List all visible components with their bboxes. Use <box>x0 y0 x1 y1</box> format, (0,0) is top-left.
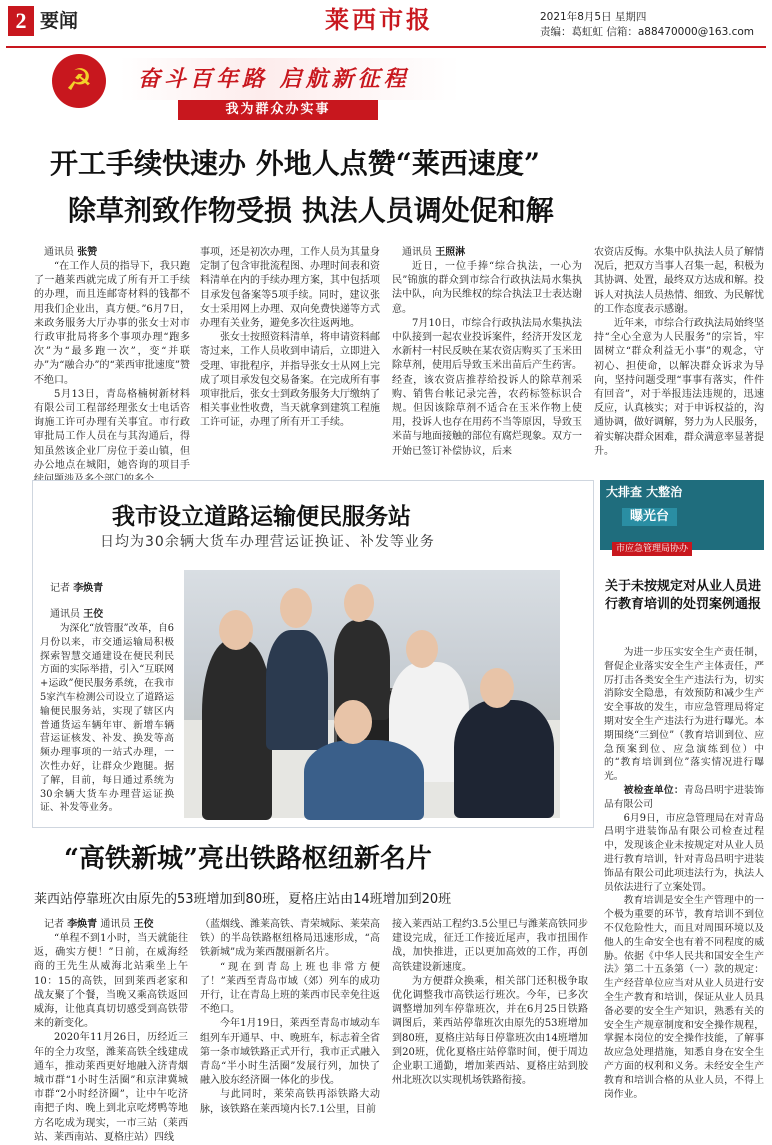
paragraph: “现在到青岛上班也非常方便了！”莱西至青岛市域（郊）列车的成功开行，让在青岛上班的莱西市民幸免往返不绝口。 <box>200 961 380 1016</box>
sidebar-headline: 关于未按规定对从业人员进行教育培训的处罚案例通报 <box>604 579 761 612</box>
inspected-unit-label: 被检查单位： <box>623 784 684 796</box>
byline-prefix: 记者 <box>50 583 70 594</box>
paragraph: 近年来，市综合行政执法局始终坚持“全心全意为人民服务”的宗旨，牢固树立“群众利益无小事”的观念，守初心、担使命，以解决群众诉求为导向，坚持问题受理“事事有落实，件件有回音”，对于举报违法违规的，迅速反应，认真核实；对于申诉权益的，沟通协调，做好调解，努力为人民服务，着实解决群众困难，群众满意率显著提升。 <box>594 318 764 457</box>
banner-subtitle: 我为群众办实事 <box>178 100 378 120</box>
paragraph: 7月10日，市综合行政执法局水集执法中队接到一起农业投诉案件，经济开发区龙水新村一村民反映在某农资店购买了玉米田除草剂，使用后导致玉米出苗后产生药害。经查，该农资店推荐给投诉人的除草剂采购、销售台帐记录完善，农药标签标识合规。但因该除草剂不适合在玉米作物上使用，投诉人也存在用药不当等原因，导致玉米苗与地面接触的部位有腐烂现象。双方一开始已签订补偿协议，后来 <box>392 317 582 457</box>
story3-subheadline: 莱西站停靠班次由原先的53班增加到80班，夏格庄站由14班增加到20班 <box>34 892 452 907</box>
story1-headline-1: 开工手续快速办 外地人点赞“莱西速度” <box>50 147 540 180</box>
byline-name: 王照淋 <box>435 247 466 258</box>
editor-credits: 责编：葛虹虹 信箱：a88470000@163.com <box>540 26 755 38</box>
exposure-title-1: 大排查 大整治 <box>606 485 683 499</box>
byline-name: 王佼 <box>83 609 104 620</box>
paragraph: 事项，还是初次办理，工作人员为其量身定制了包含审批流程图、办理时间表和资料清单在内的手续办理方案，其中包括项目承发包备案等5项手续。同时，建议张女士采用网上办理、双向免费快递等方式办理有关业务，避免多次往返两地。 <box>200 247 380 330</box>
exposure-title-2: 曝光台 <box>622 508 677 526</box>
paragraph <box>604 784 764 812</box>
paragraph: 近日，一位手捧“综合执法，一心为民”锦旗的群众到市综合行政执法局水集执法中队，向为民维权的综合执法卫士表达谢意。 <box>392 261 582 315</box>
paragraph: 与此同时，莱荣高铁再添铁路大动脉，该铁路在莱西境内长7.1公里，目前 <box>200 1089 380 1115</box>
story1-column-1 <box>34 246 190 471</box>
inspected-unit-value: 青岛昌明宇进装饰品有限公司 <box>604 784 764 810</box>
paragraph: 5月13日，青岛格楠树新材料有限公司工程部经理张女士电话咨询施工许可办理有关事宜。市行政审批局工作人员在与其沟通后，得知虽然该企业厂房位于姜山镇，但办公地点在城阳，她咨询的项目手 <box>34 388 190 471</box>
paragraph: 张女士按照资料清单，将申请资料邮寄过来，工作人员收到申请后，立即进入受理、审批程序，并指导张女士从网上完成了项目承发包交易备案。在完成所有事项审批后，张女士到政务服务大厅缴纳了相关事业性收费，当天就拿到建筑工程施工许可证，办理了所有开工手续。 <box>200 332 380 429</box>
paragraph: 6月9日，市应急管理局在对青岛昌明宇进装饰品有限公司检查过程中，发现该企业未按规定对从业人员进行教育培训，针对青岛昌明宇进装饰品有限公司此项违法行为，执法人员依法进行了立案处罚。 <box>604 812 764 893</box>
story1-headline-2: 除草剂致作物受损 执法人员调处促和解 <box>68 194 554 227</box>
byline-prefix: 记者 <box>44 919 64 930</box>
section-title: 要闻 <box>40 10 79 32</box>
paragraph: 为进一步压实安全生产责任制，督促企业落实安全生产主体责任，严厉打击各类安全生产违法行为，切实消除安全隐患，有效预防和减少生产安全事故的发生，市应急管理局将定期对安全生产违法行为进行曝光。本期围绕“三到位”（教育培训到位、应急预案到位、应急演练到位）中的“教育培训到位”落实情况进行曝光。 <box>604 647 764 783</box>
story2-subheadline: 日均为30余辆大货车办理营运证换证、补发等业务 <box>100 534 435 550</box>
story1-column-3 <box>392 246 582 466</box>
paragraph: 农资店反悔。水集中队执法人员了解情况后，把双方当事人召集一起，积极为其协调、处置，最终双方达成和解。投诉人对执法人员热情、细致、为民解忧的工作态度表示感谢。 <box>594 247 764 315</box>
byline-name: 李焕青 <box>73 583 104 594</box>
paragraph: 教育培训是安全生产管理中的一个极为重要的环节，教育培训不到位不仅危险性大，而且对周围环境以及他人的生命安全也有着不同程度的威胁。依据《中华人民共和国安全生产法》第二十五条第（一）款的规定：生产经营单位应当对从业人员进行安全生产教育和培训，保证从业人员具备必要的安全生产知识，熟悉有关的安全生产规章制度和安全操作规程，掌握本岗位的安全操作技能，了解事故应急处理措施，知悉自身在安全生产方面的权利和义务。未经安全生产教育和培训合格的从业人员，不得上岗作业。 <box>604 895 764 1100</box>
story2-text <box>40 608 174 820</box>
byline-prefix: 通讯员 <box>100 919 131 930</box>
byline-name: 李焕青 <box>67 919 98 930</box>
story1-column-4 <box>594 246 764 466</box>
byline-name: 王佼 <box>133 919 154 930</box>
story2-byline <box>40 582 103 596</box>
byline-prefix: 通讯员 <box>402 247 432 258</box>
story3-headline: “高铁新城”亮出铁路枢纽新名片 <box>64 844 432 874</box>
service-station-photo <box>184 570 560 818</box>
paragraph: 为方便群众换乘，相关部门还积极争取优化调整我市高铁运行班次。今年，已多次调整增加列车停靠班次，并在6月25日铁路调图后，莱西站停靠班次由原先的53班增加到80班，夏格庄站每日停靠班次由14班增加到20班，优化夏格庄站停靠时间，便于周边企业职工通勤，增加莱西站、夏格庄站到胶州北班次以实现机场铁路衔接。 <box>392 975 588 1087</box>
banner-slogan: 奋斗百年路 启航新征程 <box>138 66 410 92</box>
byline-prefix: 通讯员 <box>50 609 80 620</box>
paragraph: 2020年11月26日，历经近三年的全力攻坚，潍莱高铁全线建成通车，推动莱西更好地融入济青烟城市群“1小时生活圈”和京津冀城市群“2小时经济圈”，让中午吃济南把子肉、晚上到北京吃烤鸭等地方名吃成为现实，一市三站（莱西站、莱西南站、夏格庄站）四线 <box>34 1032 188 1143</box>
paragraph: “在工作人员的指导下，我只跑了一趟莱西就完成了所有开工手续的办理，而且连邮寄材料的钱都不用我们企业出，真方便。”6月7日，来政务服务大厅办事的张女士对市行政审批局将多个事项办理“跑多次”为“最多跑一次”，变“并联办”为“融合办”的“莱西审批速度”赞不绝口。 <box>34 261 190 386</box>
story2-headline: 我市设立道路运输便民服务站 <box>112 503 411 530</box>
paragraph: （蓝烟线、潍莱高铁、青荣城际、莱荣高铁）的半岛铁路枢纽格局迅速形成，“高铁新城”成为莱西靓丽新名片。 <box>200 919 380 959</box>
page-number: 2 <box>8 6 34 36</box>
byline-prefix: 通讯员 <box>44 247 74 258</box>
story3-column-3 <box>392 918 588 1102</box>
paragraph: “单程不到1小时，当天就能往返，确实方便！”日前，在威海经商的王先生从威海北站乘坐上午10：15的高铁，回到莱西老家和战友聚了个餐，当晚又乘高铁返回威海，让他真真切切感受到高铁带来的新变化。 <box>34 933 188 1030</box>
story2-byline-2 <box>40 608 174 622</box>
story3-column-2 <box>200 918 380 1115</box>
story3-byline <box>34 918 188 932</box>
paragraph: 为深化“放管服”改革，自6月份以来，市交通运输局积极探索智慧交通建设在便民利民方面的实际举措，引入“互联网+运政”便民服务系统，在我市5家汽车检测公司设立了道路运输便民服务站，实现了辖区内普通货运车辆年审、新增车辆营运证核发、补发、换发等高频办理事项的一站式办理，一次性办好，让群众少跑腿。据了解，目前，每日通过系统为30余辆大货车办理营运证换证、补发等业务。 <box>40 623 174 814</box>
paragraph: 今年1月19日，莱西至青岛市域动车组列车开通早、中、晚班车，标志着全省第一条市域铁路正式开行，我市正式融入青岛“半小时生活圈”发展行列，加快了融入胶东经济圈一体化的步伐。 <box>200 1018 380 1087</box>
story1-column-2 <box>200 246 380 466</box>
party-emblem-icon: ☭ <box>52 54 106 108</box>
story1-byline-2 <box>392 246 582 260</box>
byline-name: 张赞 <box>77 247 98 258</box>
exposure-tag: 市应急管理局协办 <box>612 542 692 556</box>
newspaper-name: 莱西市报 <box>325 5 433 34</box>
sidebar-text <box>604 646 764 1100</box>
story1-byline-1 <box>34 246 190 260</box>
story3-column-1 <box>34 918 188 1143</box>
paragraph: 接入莱西站工程约3.5公里已与潍莱高铁同步建设完成，征迁工作接近尾声，我市扭围作战，加快推进，正以更加高效的工作，再创高铁建设新速度。 <box>392 919 588 973</box>
masthead-rule <box>6 46 766 48</box>
issue-date: 2021年8月5日 星期四 <box>540 11 647 23</box>
